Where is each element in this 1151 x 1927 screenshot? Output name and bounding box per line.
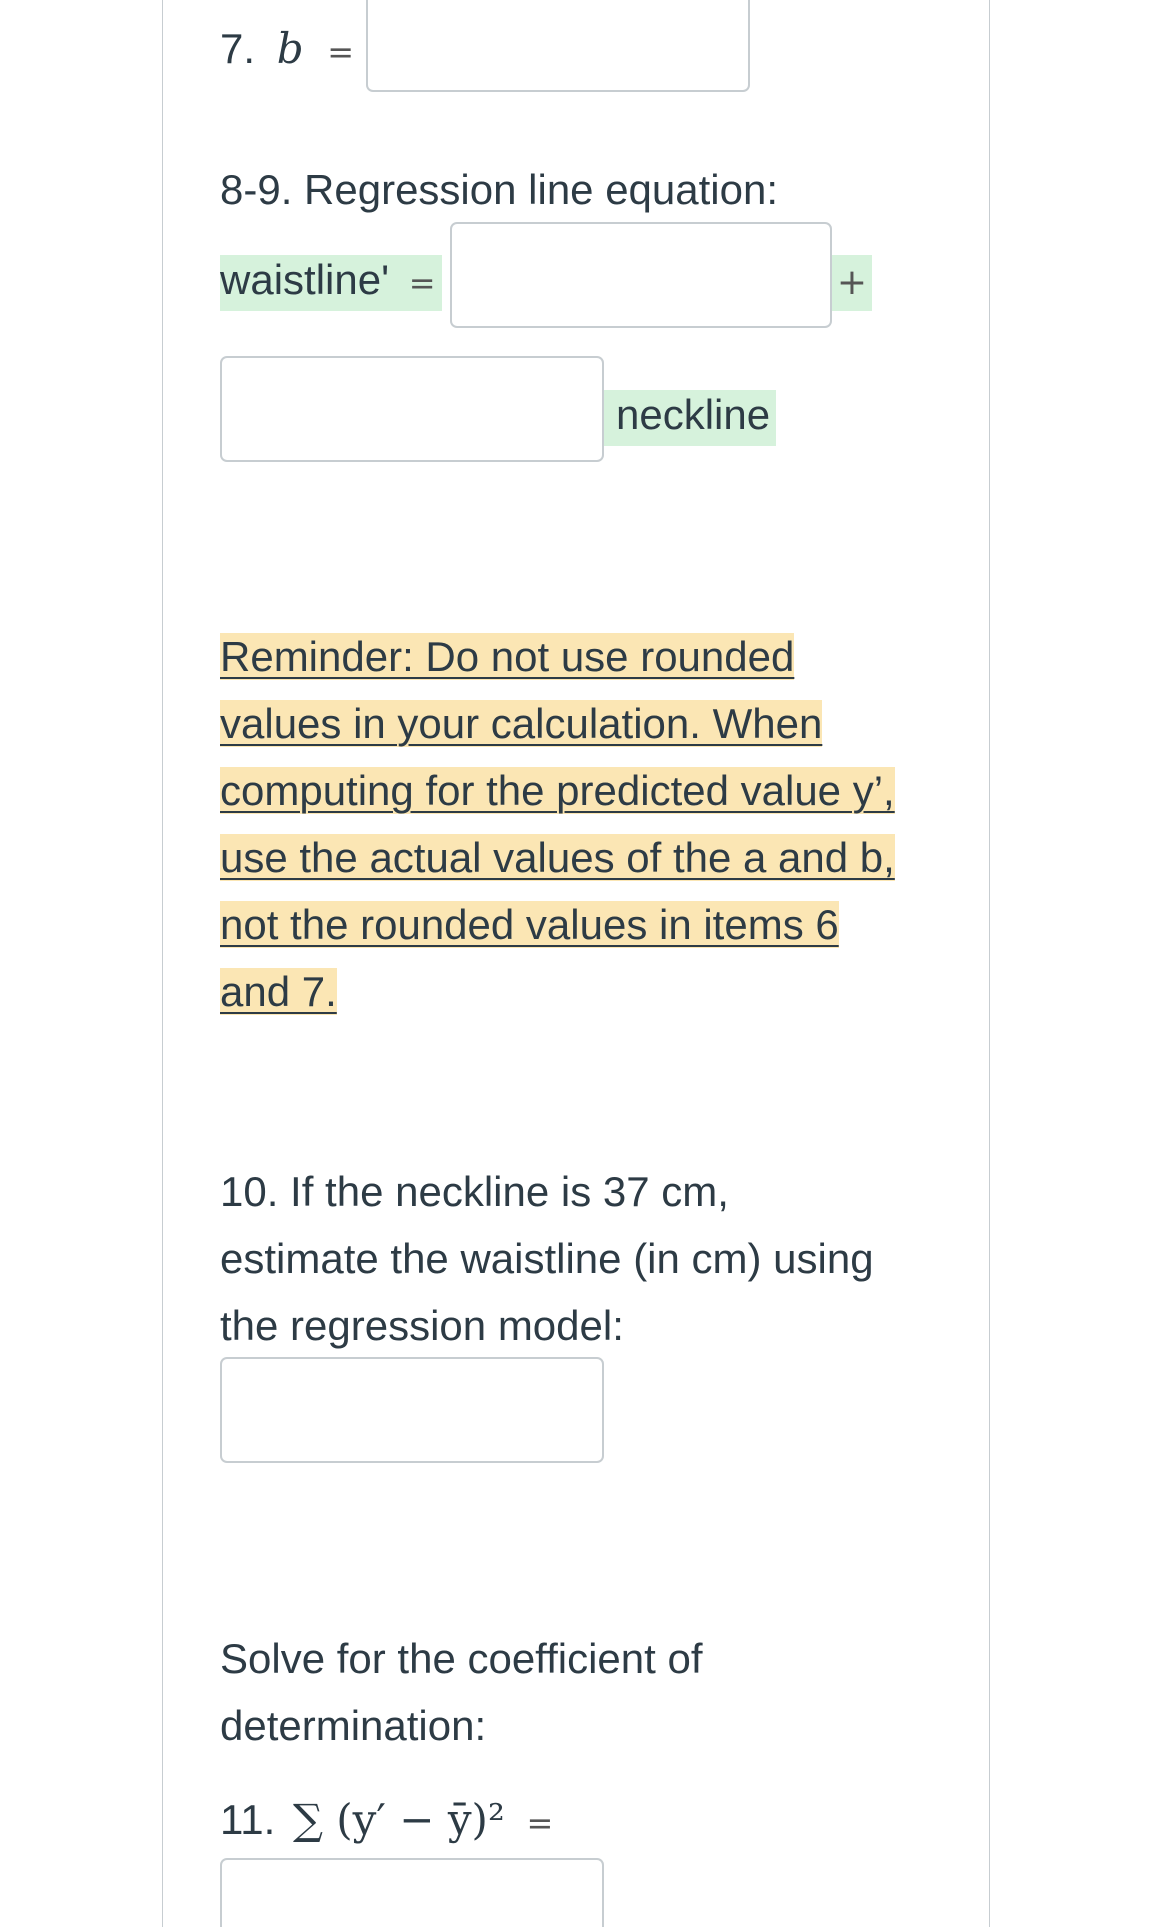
plus-sign: + bbox=[832, 255, 872, 311]
q7-label bbox=[220, 24, 354, 74]
q10-line: the regression model: bbox=[220, 1302, 624, 1349]
waistline-estimate-input[interactable] bbox=[220, 1357, 604, 1463]
regression-heading: 8-9. Regression line equation: bbox=[220, 166, 779, 213]
q7-equals: = bbox=[327, 33, 355, 71]
q10-prompt bbox=[220, 1158, 940, 1359]
q7-variable: b bbox=[276, 24, 304, 73]
coefficient-line: determination: bbox=[220, 1702, 487, 1749]
intercept-input[interactable] bbox=[450, 222, 832, 328]
q11-expression: ∑ (y′ − ȳ)² bbox=[292, 1795, 505, 1844]
coefficient-prompt bbox=[220, 1625, 940, 1759]
q7-number: 7. bbox=[220, 25, 256, 72]
reminder-note bbox=[220, 623, 980, 1025]
q11-input[interactable] bbox=[220, 1858, 604, 1927]
waistline-text: waistline' bbox=[220, 256, 390, 303]
q10-line: estimate the waistline (in cm) using bbox=[220, 1235, 874, 1282]
b-input[interactable] bbox=[366, 0, 750, 92]
q11-number: 11. bbox=[220, 1796, 276, 1843]
reminder-line: use the actual values of the a and b, bbox=[220, 834, 895, 881]
q10-line: 10. If the neckline is 37 cm, bbox=[220, 1168, 729, 1215]
coefficient-line: Solve for the coefficient of bbox=[220, 1635, 703, 1682]
reminder-line: computing for the predicted value y’, bbox=[220, 767, 895, 814]
neckline-label: neckline bbox=[604, 390, 776, 446]
waistline-label bbox=[220, 255, 442, 311]
reminder-line: Reminder: Do not use rounded bbox=[220, 633, 795, 680]
q11-equals: = bbox=[526, 1804, 554, 1842]
reminder-line: not the rounded values in items 6 bbox=[220, 901, 839, 948]
q11-label bbox=[220, 1795, 553, 1845]
waistline-equals: = bbox=[408, 264, 436, 302]
reminder-line: and 7. bbox=[220, 968, 337, 1015]
slope-input[interactable] bbox=[220, 356, 604, 462]
reminder-line: values in your calculation. When bbox=[220, 700, 823, 747]
